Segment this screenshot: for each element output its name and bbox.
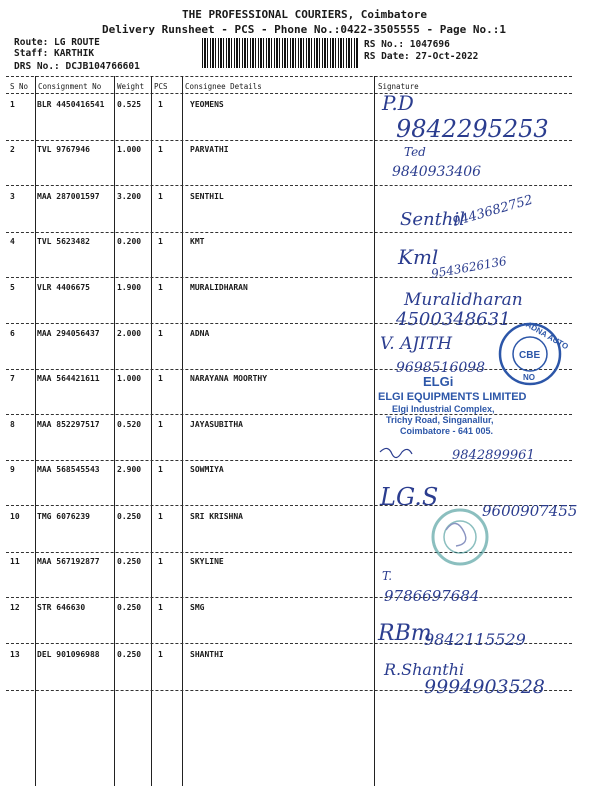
row-13-weight: 0.250	[117, 650, 142, 659]
signature-row-11: T.	[382, 569, 393, 583]
row-1-pcs: 1	[158, 100, 163, 109]
phone-row-2: 9840933406	[392, 164, 482, 180]
phone-row-13: 9994903528	[424, 676, 545, 698]
row-8-sno: 8	[10, 420, 15, 429]
row-6-sno: 6	[10, 329, 15, 338]
phone-row-11: 9786697684	[384, 587, 480, 605]
col-signature: Signature	[378, 82, 419, 91]
row-9-consignee: SOWMIYA	[190, 465, 224, 474]
row-9-pcs: 1	[158, 465, 163, 474]
signature-row-2: Ted	[404, 145, 426, 159]
col-pcs: PCS	[154, 82, 168, 91]
row-2-weight: 1.000	[117, 145, 142, 154]
row-6-pcs: 1	[158, 329, 163, 338]
row-10-consignment: TMG 6076239	[37, 512, 90, 521]
row-3-consignment: MAA 287001597	[37, 192, 100, 201]
rs-date: RS Date: 27-Oct-2022	[364, 51, 479, 62]
row-12-consignment: STR 646630	[37, 603, 86, 612]
row-7-weight: 1.000	[117, 374, 142, 383]
row-2-sno: 2	[10, 145, 15, 154]
green-seal-stamp	[433, 510, 487, 564]
signature-row-8	[380, 448, 412, 457]
elgi-address-line-2: Trichy Road, Singanallur,	[386, 415, 494, 425]
row-7-sno: 7	[10, 374, 15, 383]
adna-ring-text: ADNA AUTO	[524, 319, 570, 352]
row-5-pcs: 1	[158, 283, 163, 292]
phone-row-1: 9842295253	[396, 115, 549, 143]
row-11-consignment: MAA 567192877	[37, 557, 100, 566]
row-1-consignee: YEOMENS	[190, 100, 224, 109]
row-1-weight: 0.525	[117, 100, 142, 109]
row-11-pcs: 1	[158, 557, 163, 566]
elgi-address-line-3: Coimbatore - 641 005.	[400, 426, 494, 436]
row-7-consignee: NARAYANA MOORTHY	[190, 374, 268, 383]
row-3-consignee: SENTHIL	[190, 192, 224, 201]
signature-row-1: P.D	[382, 91, 414, 115]
row-13-consignment: DEL 901096988	[37, 650, 100, 659]
row-4-weight: 0.200	[117, 237, 142, 246]
col-weight: Weight	[117, 82, 145, 91]
signature-row-13: R.Shanthi	[384, 660, 465, 679]
row-5-consignment: VLR 4406675	[37, 283, 90, 292]
row-11-sno: 11	[10, 557, 20, 566]
row-2-pcs: 1	[158, 145, 163, 154]
row-2-consignee: PARVATHI	[190, 145, 229, 154]
elgi-address-line-1: Elgi Industrial Complex,	[392, 404, 495, 414]
row-12-weight: 0.250	[117, 603, 142, 612]
phone-row-3: 9443682752	[450, 192, 535, 230]
row-4-sno: 4	[10, 237, 15, 246]
phone-row-8: 9842899961	[452, 448, 535, 463]
adna-no-text: NO	[523, 373, 535, 382]
route-label: Route: LG ROUTE	[14, 37, 100, 48]
row-9-weight: 2.900	[117, 465, 142, 474]
signature-row-5: Muralidharan	[404, 290, 523, 310]
elgi-company-text: ELGI EQUIPMENTS LIMITED	[378, 391, 527, 403]
adna-center-text: CBE	[519, 350, 541, 361]
row-1-consignment: BLR 4450416541	[37, 100, 105, 109]
col-sno: S No	[10, 82, 29, 91]
row-6-consignee: ADNA	[190, 329, 210, 338]
row-4-consignment: TVL 5623482	[37, 237, 90, 246]
phone-row-6: 9698516098	[396, 360, 486, 376]
row-8-pcs: 1	[158, 420, 163, 429]
elgi-stamp	[378, 374, 527, 436]
row-8-consignee: JAYASUBITHA	[190, 420, 243, 429]
row-6-consignment: MAA 294056437	[37, 329, 100, 338]
row-13-sno: 13	[10, 650, 20, 659]
row-2-consignment: TVL 9767946	[37, 145, 90, 154]
row-4-consignee: KMT	[190, 237, 205, 246]
row-12-consignee: SMG	[190, 603, 205, 612]
row-6-weight: 2.000	[117, 329, 142, 338]
row-5-sno: 5	[10, 283, 15, 292]
elgi-logo-text: ELGi	[423, 374, 454, 389]
row-13-consignee: SHANTHI	[190, 650, 224, 659]
row-9-sno: 9	[10, 465, 15, 474]
row-10-consignee: SRI KRISHNA	[190, 512, 243, 521]
row-8-weight: 0.520	[117, 420, 142, 429]
row-4-pcs: 1	[158, 237, 163, 246]
row-3-weight: 3.200	[117, 192, 142, 201]
row-10-pcs: 1	[158, 512, 163, 521]
row-9-consignment: MAA 568545543	[37, 465, 100, 474]
row-5-weight: 1.900	[117, 283, 142, 292]
col-consignment: Consignment No	[38, 82, 102, 91]
col-consignee: Consignee Details	[185, 82, 262, 91]
row-13-pcs: 1	[158, 650, 163, 659]
phone-row-12: 9842115529	[424, 630, 526, 649]
row-11-weight: 0.250	[117, 557, 142, 566]
row-12-sno: 12	[10, 603, 20, 612]
row-3-pcs: 1	[158, 192, 163, 201]
runsheet-subtitle: Delivery Runsheet - PCS - Phone No.:0422-3505555 - Page No.:1	[102, 23, 506, 36]
row-1-sno: 1	[10, 100, 15, 109]
signature-row-4: Kml	[398, 245, 439, 269]
phone-row-10: 9600907455	[482, 502, 578, 520]
row-8-consignment: MAA 852297517	[37, 420, 100, 429]
signature-row-3: Senthil	[400, 209, 465, 230]
staff-label: Staff: KARTHIK	[14, 48, 95, 59]
signature-row-6: V. AJITH	[380, 334, 453, 354]
phone-row-4: 9543626136	[430, 253, 508, 281]
row-7-consignment: MAA 564421611	[37, 374, 100, 383]
row-10-sno: 10	[10, 512, 20, 521]
row-10-weight: 0.250	[117, 512, 142, 521]
row-11-consignee: SKYLINE	[190, 557, 224, 566]
row-7-pcs: 1	[158, 374, 163, 383]
row-12-pcs: 1	[158, 603, 163, 612]
signature-row-12: RBm	[378, 621, 432, 646]
signature-row-10: LG.S	[380, 483, 439, 511]
row-5-consignee: MURALIDHARAN	[190, 283, 248, 292]
row-3-sno: 3	[10, 192, 15, 201]
drs-number: DRS No.: DCJB104766601	[14, 61, 140, 72]
rs-number: RS No.: 1047696	[364, 39, 450, 50]
company-title: THE PROFESSIONAL COURIERS, Coimbatore	[182, 8, 428, 21]
phone-row-5: 4500348631	[396, 309, 511, 330]
